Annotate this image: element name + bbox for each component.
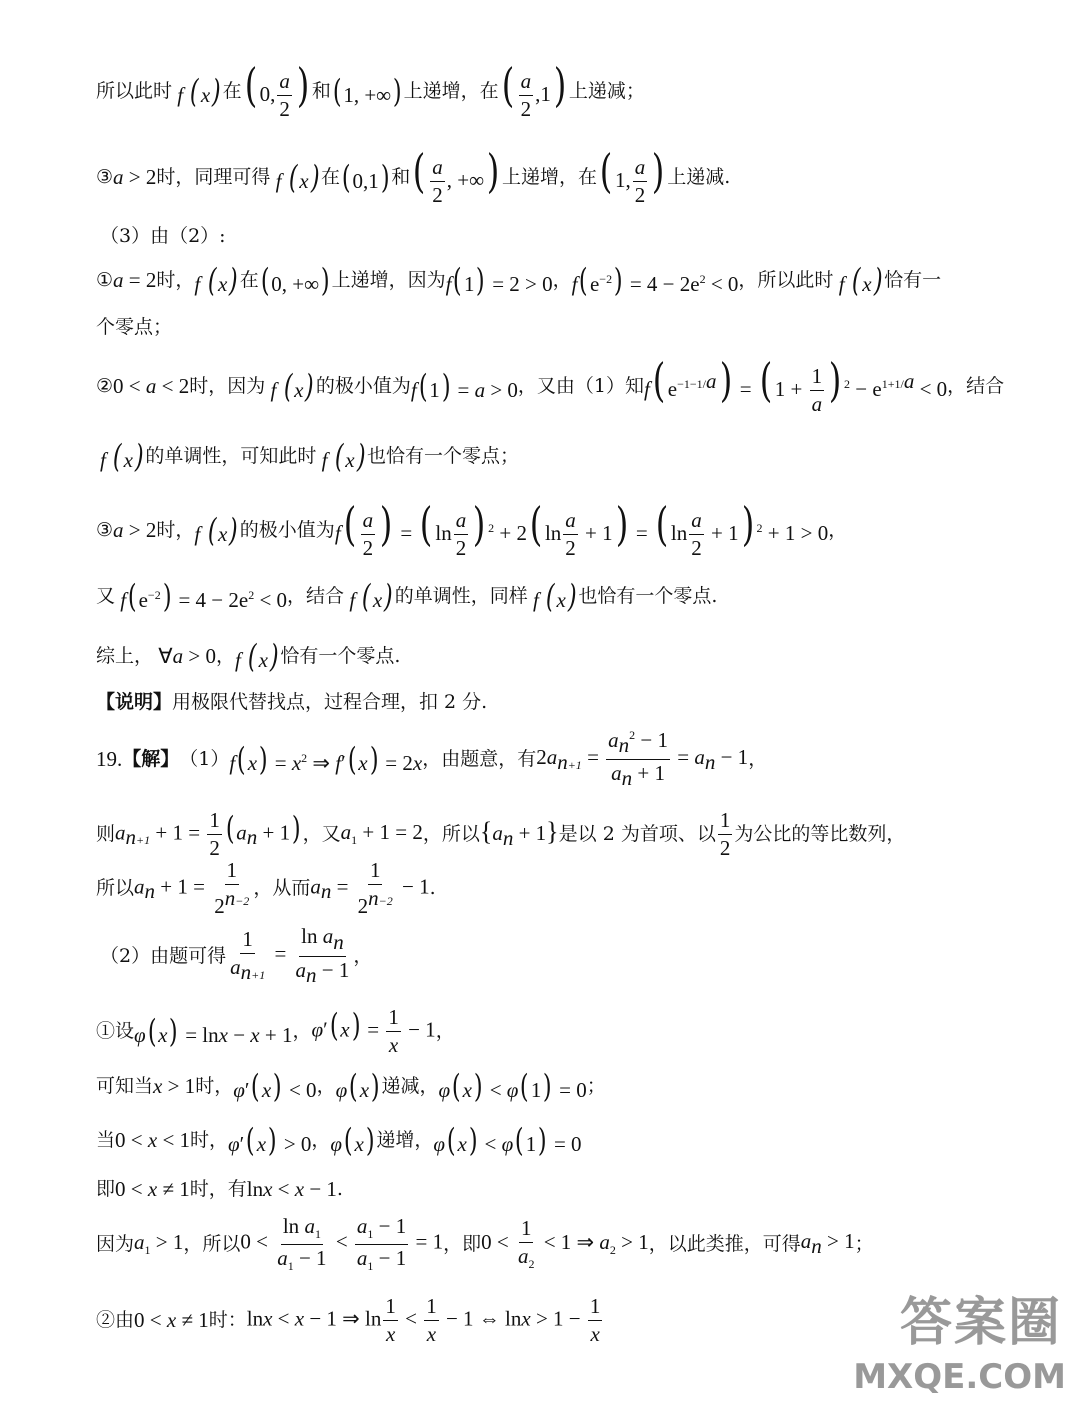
math-interval: (1, +∞) — [332, 72, 402, 110]
text: 时， — [156, 518, 195, 541]
math: a > 2 — [113, 164, 157, 189]
text: 时，有 — [189, 1177, 247, 1200]
math-fx: f (x) — [194, 511, 238, 549]
math: φ(x) < φ(1) = 0 — [433, 1121, 582, 1159]
line-14 — [96, 857, 436, 918]
line-8 — [96, 497, 847, 563]
text: ， — [292, 1019, 312, 1042]
math: f( $\frac{a}{2}$ ) = ( ln $\frac{a}{2}$ ) $^2$ + 2( ln $\frac{a}{2}$ + 1) = ( ln $\frac{a}{2}$ + 1) $^2$ + 1 > 0 — [334, 496, 829, 561]
text: ②由 — [96, 1308, 135, 1331]
text: 时， — [195, 1074, 234, 1097]
text: 因为 — [96, 1232, 135, 1255]
text: 可知当 — [96, 1074, 154, 1097]
text: ， — [311, 1128, 331, 1151]
text: 是以 2 为首项、以 — [558, 822, 716, 845]
text: 用极限代替找点，过程合理，扣 2 分. — [172, 690, 488, 713]
math: φ(x) = lnx − x + 1 — [134, 1012, 293, 1050]
question-number: 19. — [96, 746, 123, 771]
math: $f(e^{-2}) = 4 - 2e^2 < 0$ — [120, 577, 288, 615]
line-18 — [96, 1122, 582, 1158]
math-fx: f (x) — [194, 261, 238, 299]
math: lnx < x − 1 — [246, 1176, 337, 1201]
math-interval: ( 0, $\frac{a}{2}$ ) — [244, 57, 310, 122]
math: $f(e^{-2}) = 4 - 2e^2 < 0$ — [571, 261, 739, 299]
text: ② — [96, 374, 114, 397]
text: ， — [435, 1019, 455, 1042]
text: 时， — [190, 1128, 229, 1151]
math: $a_n$ = $\frac{1}{2^{n-2}}$ − 1 — [310, 857, 430, 918]
watermark-logo-cn: 答案圈 — [899, 1293, 1062, 1353]
text: 上递增，在 — [403, 79, 499, 102]
math-interval: (0,1) — [341, 158, 390, 196]
text: ， — [215, 644, 235, 667]
text: 所以此时 — [96, 79, 173, 102]
math: 0 < $\frac{1}{a_2}$ < 1 ⇒ $a_2 > 1$ — [481, 1215, 649, 1272]
math: 0 < $\frac{\ln a_1}{a_1 - 1}$ < $\frac{a_1 - 1}{a_1 - 1}$ = 1 — [240, 1214, 444, 1273]
line-5 — [96, 313, 172, 341]
math-interval: (0, +∞) — [260, 261, 330, 299]
text: 时： — [208, 1308, 247, 1331]
math: φ(x) — [330, 1121, 375, 1159]
text: 上递减； — [568, 79, 645, 102]
math: lnx < x − 1 ⇒ ln $\frac{1}{x}$ < $\frac{1}{x}$ − 1 ⇔ lnx > 1 − $\frac{1}{x}$ — [246, 1293, 601, 1346]
text: ，由题意，有 — [422, 747, 537, 770]
math: $a_{n+1} + 1$ = $\frac{1}{2}$ $(a_n + 1)$ — [115, 807, 301, 860]
text: 当 — [96, 1128, 116, 1151]
math: f(1) = a > 0 — [410, 367, 518, 405]
math: $a_n + 1$ = $\frac{1}{2^{n-2}}$ — [134, 857, 250, 918]
math-fx: f (x) — [235, 637, 279, 675]
text: 恰有一个零点. — [280, 644, 401, 667]
math: $\{a_n + 1\}$ — [479, 816, 559, 851]
text: . — [429, 876, 436, 899]
text: ，所以 — [183, 1232, 241, 1255]
line-19 — [96, 1174, 343, 1204]
math-fx: f (x) — [833, 261, 883, 299]
text: 上递增，因为 — [331, 268, 446, 291]
math: f(1) = 2 > 0 — [445, 261, 553, 299]
text: 递增， — [376, 1128, 434, 1151]
math: f( $e^{-1-1/a}$) = ( 1 + $\frac{1}{a}$ ) $^2 - e^{1+1/a} < 0$ — [644, 352, 948, 417]
math: 0 < x ≠ 1 — [134, 1307, 209, 1332]
line-3 — [100, 222, 226, 250]
text: 则 — [96, 822, 116, 845]
text: （3）由（2）: — [100, 224, 226, 247]
text: ，又 — [302, 822, 341, 845]
text: 的极小值为 — [239, 518, 335, 541]
line-7 — [100, 438, 519, 474]
math: $a_1 + 1 = 2$ — [340, 819, 423, 848]
math: ∀a > 0 — [153, 643, 216, 668]
math-interval: ( $\frac{a}{2}$ , +∞) — [412, 143, 500, 208]
math: $\frac{1}{a_{n+1}}$ = $\frac{\ln a_n}{a_n - 1}$ — [230, 924, 350, 987]
line-12 — [96, 728, 767, 790]
line-9 — [96, 578, 717, 614]
line-11 — [96, 688, 487, 716]
text: ①设 — [96, 1019, 135, 1042]
text: 恰有一 — [884, 268, 942, 291]
text: ，所以此时 — [738, 268, 834, 291]
text: （2）由题可得 — [100, 944, 227, 967]
text: 在 — [222, 79, 242, 102]
line-10 — [96, 638, 400, 674]
text: 时，因为 — [189, 374, 266, 397]
math-interval: ( $\frac{a}{2}$ ,1) — [501, 57, 567, 122]
line-4 — [96, 262, 941, 298]
line-2 — [96, 143, 731, 208]
text: 所以 — [96, 876, 135, 899]
text: 时，同理可得 — [156, 165, 271, 188]
line-13 — [96, 806, 905, 862]
text: 也恰有一个零点； — [367, 444, 520, 467]
text: ① — [96, 268, 114, 291]
watermark-logo-en: MXQE.COM — [853, 1357, 1066, 1397]
math-fx: f (x) — [172, 72, 221, 110]
math: x > 1 — [153, 1073, 196, 1098]
text: ，结合 — [287, 584, 345, 607]
math: φ(x) < φ(1) = 0 — [438, 1067, 587, 1105]
line-20 — [96, 1214, 874, 1274]
note-label: 【说明】 — [96, 690, 173, 713]
text: 又 — [96, 584, 116, 607]
line-6 — [96, 352, 1005, 417]
math-fx: f (x) — [265, 367, 315, 405]
math: a > 2 — [113, 517, 157, 542]
text: 和 — [391, 165, 411, 188]
text: 即 — [96, 1177, 116, 1200]
math: $a_1 > 1$ — [134, 1229, 184, 1258]
math: φ′(x) < 0 — [233, 1067, 317, 1105]
math: a = 2 — [113, 267, 157, 292]
text: 递减， — [381, 1074, 439, 1097]
text: ，从而 — [253, 876, 311, 899]
math: $f(x) = x^2$ ⇒ f′(x) = 2x — [229, 740, 423, 778]
math: φ′(x) > 0 — [228, 1121, 312, 1159]
math: 0 < x < 1 — [115, 1127, 191, 1152]
line-17 — [96, 1068, 606, 1104]
text: ，又由（1）知 — [517, 374, 644, 397]
text: ； — [854, 1232, 874, 1255]
text: 的单调性，可知此时 — [145, 444, 317, 467]
math: 0 < a < 2 — [113, 373, 190, 398]
math: $2a_{n+1}$ = $\frac{a_n^2 - 1}{a_n + 1}$ = $a_n - 1$ — [536, 727, 749, 791]
text: ， — [748, 747, 768, 770]
text: ，所以 — [422, 822, 480, 845]
text: ， — [353, 944, 373, 967]
text: ，以此类推，可得 — [648, 1232, 801, 1255]
math-fx: f (x) — [100, 437, 144, 475]
text: ③ — [96, 165, 114, 188]
math: 0 < x ≠ 1 — [115, 1176, 190, 1201]
line-1 — [96, 57, 645, 122]
text: ，结合 — [947, 374, 1005, 397]
text: 的单调性，同样 — [394, 584, 528, 607]
text: 综上， — [96, 644, 154, 667]
text: . — [336, 1177, 343, 1200]
solution-label: 【解】 — [122, 747, 180, 770]
math-fx: f (x) — [527, 577, 577, 615]
math-interval: ( 1, $\frac{a}{2}$ ) — [599, 143, 665, 208]
math: φ(x) — [335, 1067, 380, 1105]
text: 在 — [239, 268, 259, 291]
math-fx: f (x) — [270, 158, 320, 196]
text: 上递增，在 — [502, 165, 598, 188]
text: 时， — [156, 268, 195, 291]
text: ， — [828, 518, 848, 541]
text: （1） — [179, 747, 230, 770]
text: ③ — [96, 518, 114, 541]
text: 上递减. — [667, 165, 731, 188]
text: ，即 — [443, 1232, 482, 1255]
text: 和 — [311, 79, 331, 102]
text: 个零点； — [96, 315, 173, 338]
line-16 — [96, 1006, 455, 1056]
text: 在 — [321, 165, 341, 188]
line-15 — [100, 924, 373, 987]
text: 也恰有一个零点. — [578, 584, 718, 607]
math-fx: f (x) — [344, 577, 393, 615]
text: 为公比的等比数列， — [734, 822, 906, 845]
math: φ′(x) = $\frac{1}{x}$ − 1 — [311, 1004, 436, 1057]
text: 的极小值为 — [315, 374, 411, 397]
math-fx: f (x) — [316, 437, 366, 475]
math: $\frac{1}{2}$ — [719, 807, 731, 860]
text: ， — [316, 1074, 336, 1097]
text: ， — [552, 268, 572, 291]
line-21 — [96, 1292, 604, 1348]
math: $a_n > 1$ — [800, 1228, 855, 1259]
text: ； — [586, 1074, 606, 1097]
